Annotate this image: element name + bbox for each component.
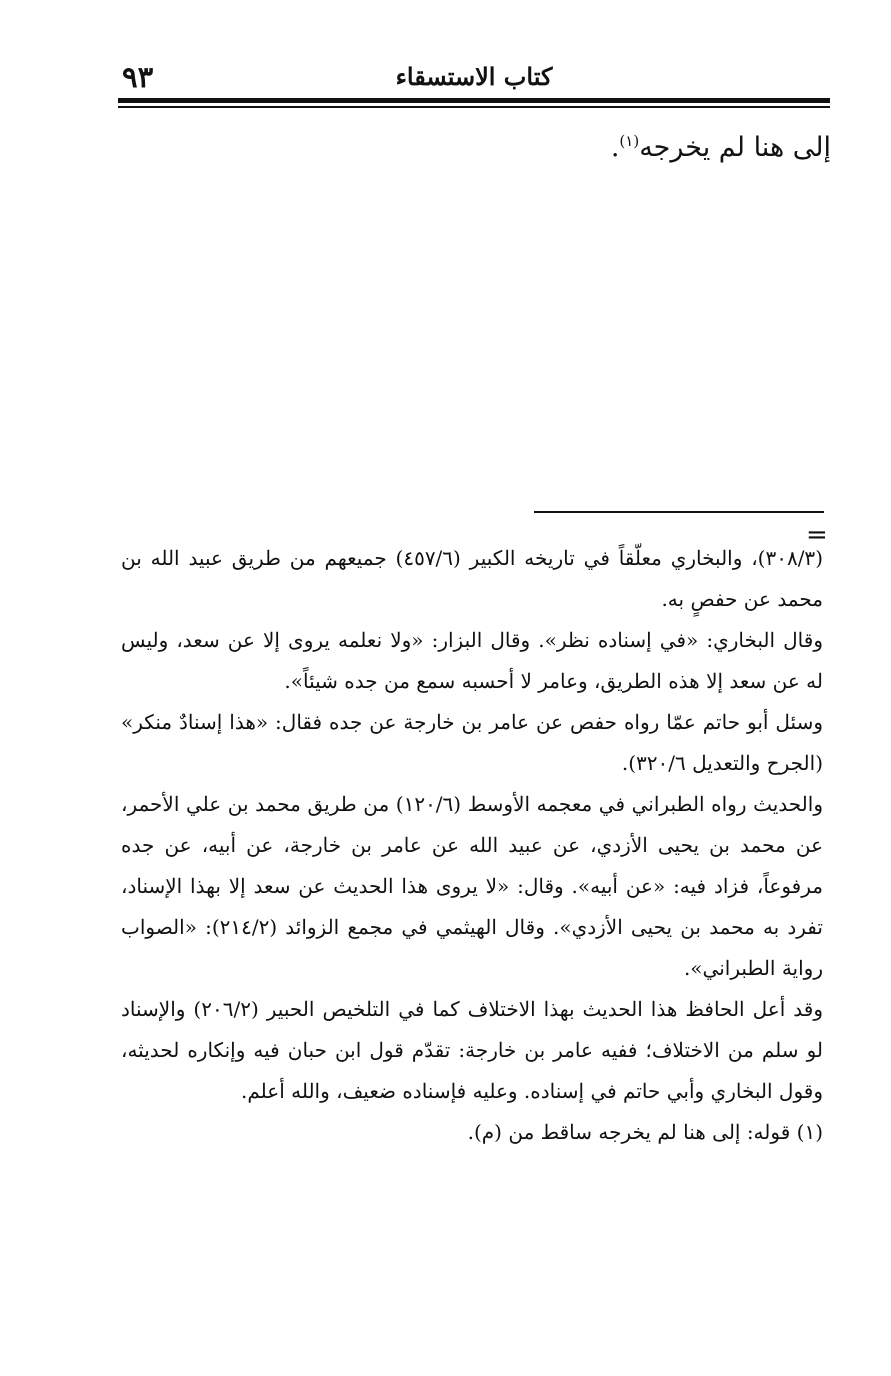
header-rule-thick (118, 98, 830, 103)
footnote-paragraph: وقد أعل الحافظ هذا الحديث بهذا الاختلاف كما في التلخيص الحبير (٢٠٦/٢) والإسناد لو سلم من الاختلاف؛ ففيه عامر بن خارجة: تقدّم قول ابن حبان فيه وإنكاره لحديثه، وقول البخاري وأبي حاتم في إسناده. وعليه فإسناده ضعيف، والله أعلم. (121, 997, 823, 1103)
header-rule-thin (118, 106, 830, 108)
running-title: كتاب الاستسقاء (395, 62, 553, 91)
main-text (119, 128, 831, 168)
footnote-paragraph: والحديث رواه الطبراني في معجمه الأوسط (١٢٠/٦) من طريق محمد بن علي الأحمر، عن محمد بن يحيى الأزدي، عن عبيد الله عن عامر بن خارجة، عن أبيه، عن جده مرفوعاً، فزاد فيه: «عن أبيه». وقال: «لا يروى هذا الحديث عن سعد إلا بهذا الإسناد، تفرد به محمد بن يحيى الأزدي». وقال الهيثمي في مجمع الزوائد (٢١٤/٢): «الصواب رواية الطبراني». (121, 792, 823, 980)
page-number: ٩٣ (122, 60, 154, 94)
footnotes (121, 538, 823, 1153)
main-text-body: إلى هنا لم يخرجه (639, 132, 831, 163)
footnote-reference[interactable]: (١) (619, 132, 640, 150)
footnote-1: (١) قوله: إلى هنا لم يخرجه ساقط من (م). (467, 1120, 823, 1144)
main-text-end: . (610, 132, 620, 163)
footnote-separator (534, 511, 824, 513)
footnote-paragraph: وقال البخاري: «في إسناده نظر». وقال البزار: «ولا نعلمه يروى إلا عن سعد، وليس له عن سعد إلا هذه الطريق، وعامر لا أحسبه سمع من جده شيئاً». (121, 628, 823, 693)
footnote-paragraph: (٣٠٨/٣)، والبخاري معلّقاً في تاريخه الكبير (٤٥٧/٦) جميعهم من طريق عبيد الله بن محمد عن حفصٍ به. (121, 546, 823, 611)
footnote-continuation-mark: = (806, 520, 828, 550)
page-header (118, 58, 830, 98)
footnote-paragraph: وسئل أبو حاتم عمّا رواه حفص عن عامر بن خارجة عن جده فقال: «هذا إسنادٌ منكر» (الجرح والتعديل ٣٢٠/٦). (121, 710, 823, 775)
